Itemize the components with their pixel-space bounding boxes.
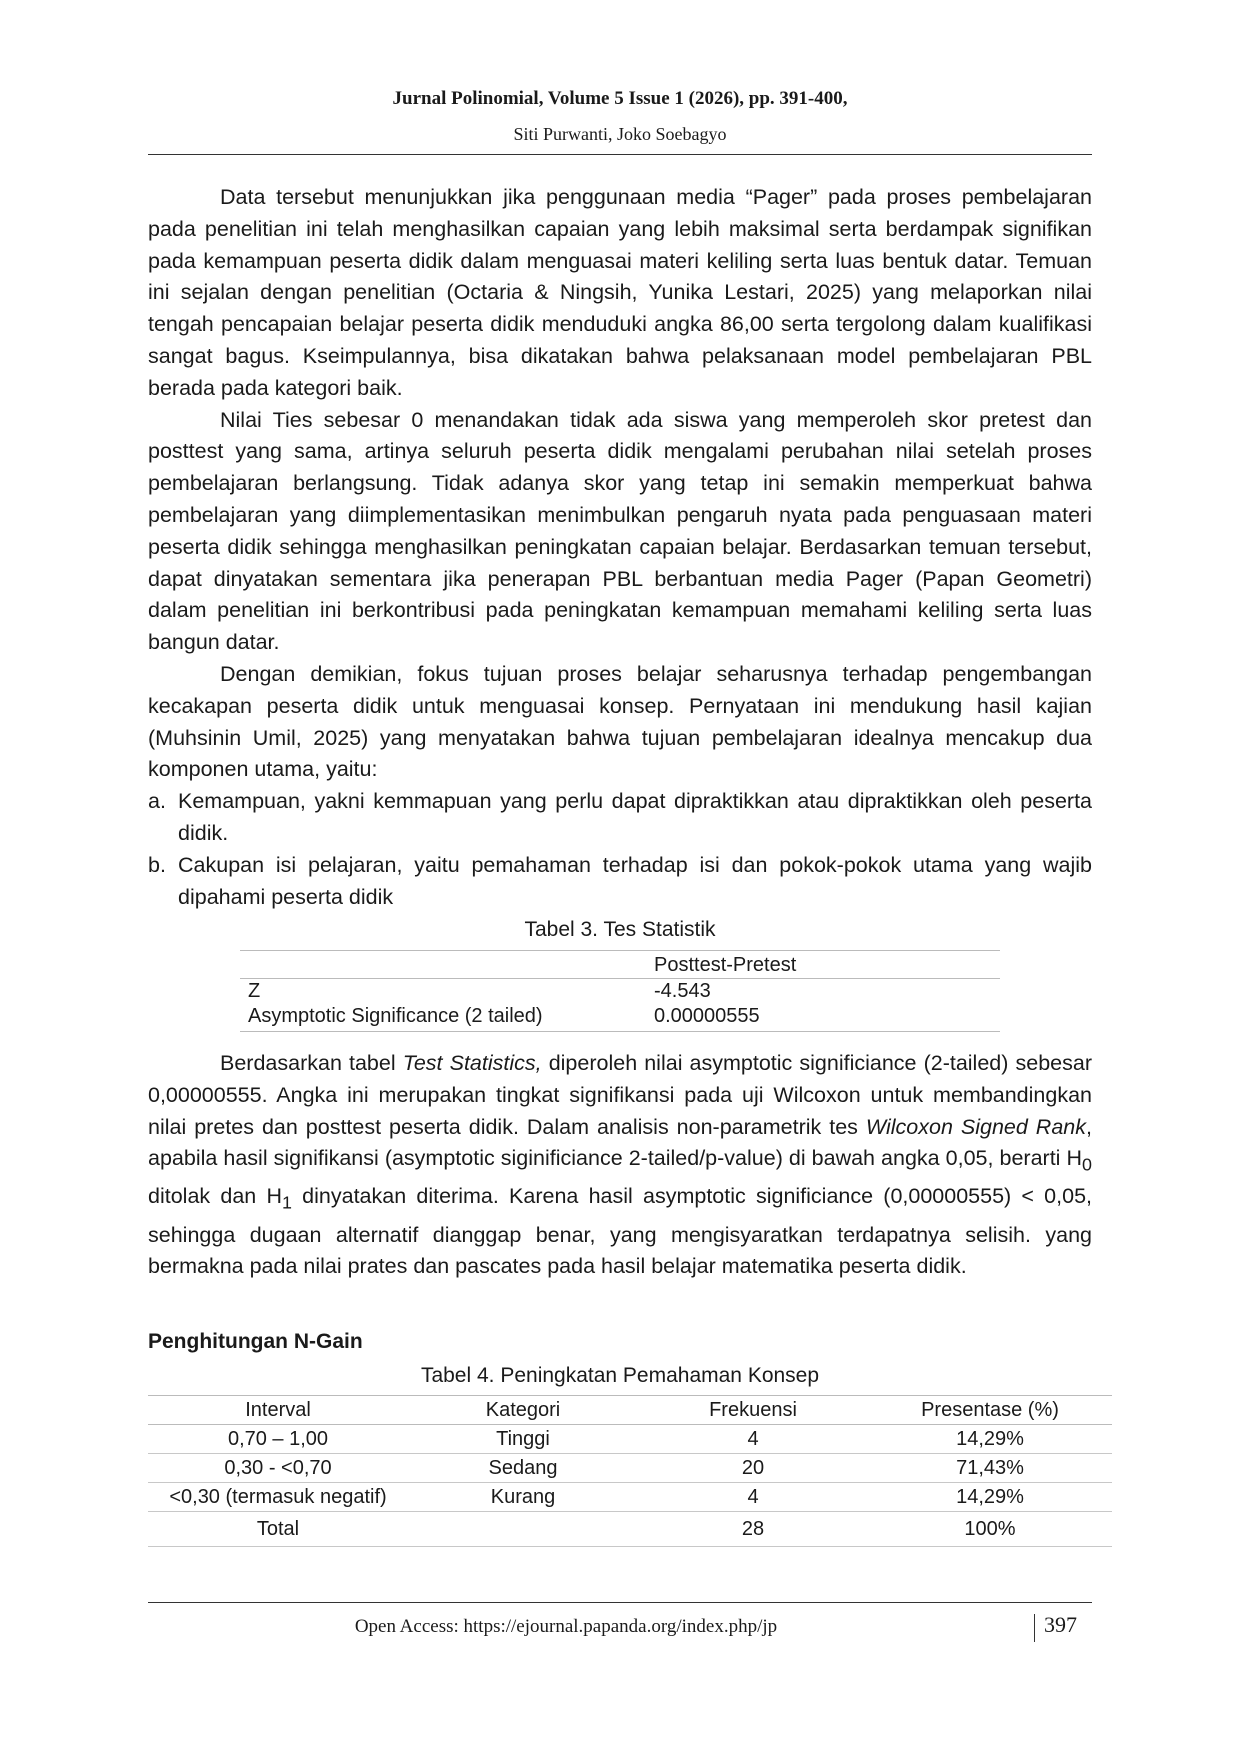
table-cell: Kurang	[408, 1483, 638, 1512]
list-item-text: Kemampuan, yakni kemmapuan yang perlu dapat dipraktikkan atau dipraktikkan oleh peserta didik.	[178, 789, 1092, 845]
table-cell: -4.543	[654, 980, 711, 1002]
subscript-1: 1	[281, 1192, 292, 1213]
open-access-link[interactable]: Open Access: https://ejournal.papanda.org/index.php/jp	[354, 1616, 778, 1637]
body-section-1	[148, 182, 1092, 913]
paragraph-4-italic: Test Statistics,	[402, 1051, 542, 1075]
section-heading: Penghitungan N-Gain	[148, 1330, 363, 1353]
journal-header: Jurnal Polinomial, Volume 5 Issue 1 (2026), pp. 391-400,	[392, 88, 848, 109]
table-header-cell	[240, 951, 646, 979]
footer-divider	[148, 1602, 1092, 1603]
header-divider	[148, 154, 1092, 155]
list-marker: a.	[148, 789, 166, 814]
table-row	[240, 979, 1000, 1005]
table-header-cell: Frekuensi	[638, 1396, 868, 1425]
table-cell: 100%	[868, 1512, 1112, 1547]
table-cell: 0.00000555	[646, 1004, 1000, 1032]
table-cell: Tinggi	[408, 1425, 638, 1454]
table-header-cell: Presentase (%)	[868, 1396, 1112, 1425]
table-header-cell: Kategori	[408, 1396, 638, 1425]
table-cell: 0,30 - <0,70	[148, 1454, 408, 1483]
table-row	[240, 1004, 1000, 1032]
table-cell: <0,30 (termasuk negatif)	[148, 1483, 408, 1512]
table-cell: 14,29%	[868, 1483, 1112, 1512]
table-header-row	[148, 1396, 1112, 1425]
table-cell: 0,70 – 1,00	[148, 1425, 408, 1454]
table-cell: 4	[638, 1425, 868, 1454]
page-number	[1036, 1612, 1077, 1638]
table-header-cell: Posttest-Pretest	[646, 951, 1000, 979]
table-cell: Z	[248, 980, 261, 1002]
table-total-row	[148, 1512, 1112, 1547]
table3-caption: Tabel 3. Tes Statistik	[524, 918, 716, 941]
table4-ngain	[148, 1395, 1112, 1547]
table-cell: 28	[638, 1512, 868, 1547]
table-cell: 4	[638, 1483, 868, 1512]
body-section-2	[148, 1048, 1092, 1283]
table-cell: Sedang	[408, 1454, 638, 1483]
paragraph-2: Nilai Ties sebesar 0 menandakan tidak ada siswa yang memperoleh skor pretest dan posttest yang sama, artinya seluruh peserta didik mengalami perubahan nilai setelah proses pembelajaran berlangsung. Tidak adanya skor yang tetap ini semakin memperkuat bahwa pembelajaran yang diimplementasikan menimbulkan pengaruh nyata pada penguasaan materi peserta didik sehingga menghasilkan peningkatan capaian belajar. Berdasarkan temuan tersebut, dapat dinyatakan sementara jika penerapan PBL berbantuan media Pager (Papan Geometri) dalam penelitian ini berkontribusi pada peningkatan kemampuan memahami keliling serta luas bangun datar.	[148, 407, 1092, 655]
table-cell: Total	[148, 1512, 408, 1547]
table-row	[148, 1425, 1112, 1454]
authors-header: Siti Purwanti, Joko Soebagyo	[513, 124, 727, 144]
table-row	[148, 1454, 1112, 1483]
table-cell: 71,43%	[868, 1454, 1112, 1483]
objectives-list	[148, 786, 1092, 913]
paragraph-4	[148, 1048, 1092, 1283]
paragraph-4-italic: Wilcoxon Signed Rank	[865, 1114, 1087, 1139]
paragraph-1: Data tersebut menunjukkan jika penggunaan media “Pager” pada proses pembelajaran pada penelitian ini telah menghasilkan capaian yang lebih maksimal serta berdampak signifikan pada kemampuan peserta didik dalam menguasai materi keliling serta luas bentuk datar. Temuan ini sejalan dengan penelitian (Octaria & Ningsih, Yunika Lestari, 2025) yang melaporkan nilai tengah pencapaian belajar peserta didik menduduki angka 86,00 serta tergolong dalam kualifikasi sangat bagus. Kseimpulannya, bisa dikatakan bahwa pelaksanaan model pembelajaran PBL berada pada kategori baik.	[148, 185, 1092, 400]
page-number-separator	[1034, 1614, 1035, 1642]
paragraph-4-text: ditolak dan H	[148, 1184, 282, 1209]
table-row	[148, 1483, 1112, 1512]
list-item-text: Cakupan isi pelajaran, yaitu pemahaman terhadap isi dan pokok-pokok utama yang wajib dipahami peserta didik	[178, 852, 1092, 909]
paragraph-4-text: Berdasarkan tabel	[220, 1051, 403, 1075]
paragraph-4-text: , apabila hasil signifikansi (asymptotic siginificiance 2-tailed/p-value) di bawah angka 0,05, berarti H	[148, 1114, 1092, 1171]
list-item	[148, 786, 1092, 850]
table-header-cell: Interval	[148, 1396, 408, 1425]
paragraph-3: Dengan demikian, fokus tujuan proses belajar seharusnya terhadap pengembangan kecakapan peserta didik untuk menguasai konsep. Pernyataan ini mendukung hasil kajian (Muhsinin Umil, 2025) yang menyatakan bahwa tujuan pembelajaran idealnya mencakup dua komponen utama, yaitu:	[148, 661, 1092, 782]
list-item	[148, 850, 1092, 914]
list-marker: b.	[148, 852, 166, 877]
page-number-text: 397	[1044, 1612, 1077, 1637]
paragraph-4-text: dinyatakan diterima. Karena hasil asymptotic significiance (0,00000555) < 0,05, sehingga dugaan alternatif dianggap benar, yang mengisyaratkan terdapatnya selisih. yang bermakna pada nilai prates dan pascates pada hasil belajar matematika peserta didik.	[148, 1184, 1092, 1279]
table-header-row	[240, 951, 1000, 979]
subscript-0: 0	[1082, 1154, 1092, 1175]
table-cell	[408, 1512, 638, 1547]
table-cell: Asymptotic Significance (2 tailed)	[240, 1004, 646, 1032]
paragraph-4-text: diperoleh nilai asymptotic significiance (2-tailed) sebesar 0,00000555. Angka ini merupakan tingkat signifikansi pada uji Wilcoxon untuk membandingkan nilai pretes dan posttest peserta didik. Dalam analisis non-parametrik tes	[148, 1051, 1092, 1139]
table4-caption: Tabel 4. Peningkatan Pemahaman Konsep	[420, 1364, 820, 1387]
table-cell: 14,29%	[868, 1425, 1112, 1454]
table3-statistics	[240, 950, 1000, 1032]
table-cell: 20	[638, 1454, 868, 1483]
